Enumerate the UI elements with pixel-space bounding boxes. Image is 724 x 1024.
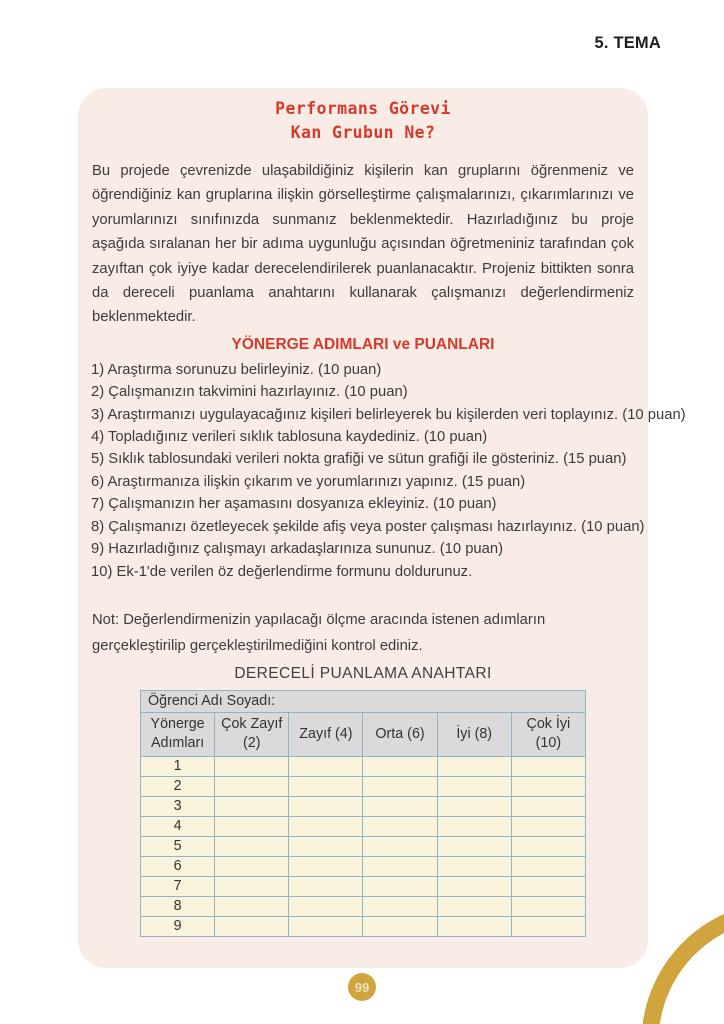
rubric-header-cell: İyi (8) bbox=[437, 712, 511, 756]
student-name-row bbox=[141, 690, 586, 712]
rubric-step-number: 9 bbox=[141, 916, 215, 936]
rubric-row bbox=[141, 836, 586, 856]
rubric-empty-cell bbox=[363, 856, 437, 876]
rubric-empty-cell bbox=[511, 816, 585, 836]
rubric-row bbox=[141, 816, 586, 836]
rubric-empty-cell bbox=[437, 896, 511, 916]
rubric-empty-cell bbox=[511, 896, 585, 916]
steps-list bbox=[91, 359, 686, 583]
step-item: 10) Ek-1'de verilen öz değerlendirme formunu doldurunuz. bbox=[91, 563, 473, 580]
rubric-empty-cell bbox=[437, 916, 511, 936]
rubric-empty-cell bbox=[289, 756, 363, 776]
rubric-row bbox=[141, 776, 586, 796]
rubric-empty-cell bbox=[215, 876, 289, 896]
rubric-empty-cell bbox=[437, 816, 511, 836]
rubric-row bbox=[141, 856, 586, 876]
rubric-row bbox=[141, 796, 586, 816]
rubric-empty-cell bbox=[215, 816, 289, 836]
step-item: 5) Sıklık tablosundaki verileri nokta grafiği ve sütun grafiği ile gösteriniz. (15 puan) bbox=[91, 451, 627, 468]
rubric-empty-cell bbox=[511, 876, 585, 896]
rubric-empty-cell bbox=[215, 856, 289, 876]
rubric-empty-cell bbox=[511, 756, 585, 776]
rubric-empty-cell bbox=[363, 796, 437, 816]
page-number-badge: 99 bbox=[348, 973, 376, 1001]
rubric-step-number: 2 bbox=[141, 776, 215, 796]
rubric-empty-cell bbox=[511, 796, 585, 816]
task-title-line2: Kan Grubun Ne? bbox=[290, 123, 436, 142]
rubric-step-number: 8 bbox=[141, 896, 215, 916]
rubric-empty-cell bbox=[363, 756, 437, 776]
rubric-header-cell: Çok Zayıf (2) bbox=[215, 712, 289, 756]
rubric-empty-cell bbox=[437, 836, 511, 856]
step-item: 3) Araştırmanızı uygulayacağınız kişileri belirleyerek bu kişilerden veri toplayınız. (10 puan) bbox=[91, 406, 686, 423]
step-item: 1) Araştırma sorunuzu belirleyiniz. (10 puan) bbox=[91, 361, 382, 378]
step-item: 7) Çalışmanızın her aşamasını dosyanıza ekleyiniz. (10 puan) bbox=[91, 496, 497, 513]
rubric-empty-cell bbox=[511, 836, 585, 856]
rubric-table bbox=[140, 690, 586, 937]
rubric-step-number: 1 bbox=[141, 756, 215, 776]
rubric-header-cell: Yönerge Adımları bbox=[141, 712, 215, 756]
rubric-empty-cell bbox=[215, 896, 289, 916]
rubric-empty-cell bbox=[511, 916, 585, 936]
rubric-header-cell: Orta (6) bbox=[363, 712, 437, 756]
rubric-empty-cell bbox=[437, 856, 511, 876]
rubric-empty-cell bbox=[215, 776, 289, 796]
rubric-step-number: 3 bbox=[141, 796, 215, 816]
rubric-empty-cell bbox=[437, 796, 511, 816]
rubric-empty-cell bbox=[363, 896, 437, 916]
task-title bbox=[91, 97, 635, 145]
rubric-empty-cell bbox=[511, 776, 585, 796]
rubric-empty-cell bbox=[289, 776, 363, 796]
rubric-empty-cell bbox=[437, 876, 511, 896]
rubric-empty-cell bbox=[289, 876, 363, 896]
rubric-header-cell: Çok İyi (10) bbox=[511, 712, 585, 756]
rubric-empty-cell bbox=[363, 836, 437, 856]
rubric-empty-cell bbox=[437, 776, 511, 796]
student-name-cell: Öğrenci Adı Soyadı: bbox=[141, 690, 586, 712]
step-item: 2) Çalışmanızın takvimini hazırlayınız. (10 puan) bbox=[91, 384, 408, 401]
rubric-empty-cell bbox=[289, 816, 363, 836]
rubric-row bbox=[141, 896, 586, 916]
rubric-empty-cell bbox=[289, 856, 363, 876]
rubric-step-number: 4 bbox=[141, 816, 215, 836]
rubric-empty-cell bbox=[215, 756, 289, 776]
step-item: 8) Çalışmanızı özetleyecek şekilde afiş veya poster çalışması hazırlayınız. (10 puan) bbox=[91, 518, 645, 535]
theme-label: 5. TEMA bbox=[594, 34, 661, 52]
rubric-empty-cell bbox=[289, 896, 363, 916]
step-item: 9) Hazırladığınız çalışmayı arkadaşlarınıza sununuz. (10 puan) bbox=[91, 541, 504, 558]
rubric-step-number: 5 bbox=[141, 836, 215, 856]
step-item: 6) Araştırmanıza ilişkin çıkarım ve yorumlarınızı yapınız. (15 puan) bbox=[91, 473, 526, 490]
rubric-empty-cell bbox=[363, 816, 437, 836]
rubric-empty-cell bbox=[289, 916, 363, 936]
steps-heading: YÖNERGE ADIMLARI ve PUANLARI bbox=[231, 335, 495, 353]
intro-paragraph: Bu projede çevrenizde ulaşabildiğiniz kişilerin kan gruplarını öğrenmeniz ve öğrendiğiniz kan gruplarına ilişkin görselleştirme çalışmalarınızı, çıkarımlarınızı ve yorumlarınızı sınıfınızda sunmanız beklenmektedir. Hazırladığınız bu proje aşağıda sıralanan her bir adıma uygunluğu açısından öğretmeniniz tarafından çok zayıftan çok iyiye kadar derecelendirilerek puanlanacaktır. Projeniz bittikten sonra da dereceli puanlama anahtarını kullanarak çalışmanızı değerlendirmeniz beklenmektedir. bbox=[92, 163, 634, 326]
rubric-empty-cell bbox=[437, 756, 511, 776]
rubric-empty-cell bbox=[215, 836, 289, 856]
rubric-title: DERECELİ PUANLAMA ANAHTARI bbox=[234, 664, 492, 682]
task-title-line1: Performans Görevi bbox=[275, 99, 451, 118]
rubric-row bbox=[141, 916, 586, 936]
rubric-step-number: 7 bbox=[141, 876, 215, 896]
rubric-header-row bbox=[141, 712, 586, 756]
rubric-empty-cell bbox=[511, 856, 585, 876]
rubric-empty-cell bbox=[363, 876, 437, 896]
rubric-empty-cell bbox=[289, 796, 363, 816]
step-item: 4) Topladığınız verileri sıklık tablosuna kaydediniz. (10 puan) bbox=[91, 429, 488, 446]
rubric-empty-cell bbox=[289, 836, 363, 856]
rubric-row bbox=[141, 876, 586, 896]
rubric-row bbox=[141, 756, 586, 776]
rubric-header-cell: Zayıf (4) bbox=[289, 712, 363, 756]
rubric-empty-cell bbox=[215, 796, 289, 816]
rubric-step-number: 6 bbox=[141, 856, 215, 876]
rubric-empty-cell bbox=[363, 916, 437, 936]
task-card bbox=[78, 88, 686, 968]
rubric-empty-cell bbox=[363, 776, 437, 796]
note-paragraph: Not: Değerlendirmenizin yapılacağı ölçme aracında istenen adımların gerçekleştirilip gerçekleştirilmediğini kontrol ediniz. bbox=[92, 611, 546, 655]
rubric-empty-cell bbox=[215, 916, 289, 936]
